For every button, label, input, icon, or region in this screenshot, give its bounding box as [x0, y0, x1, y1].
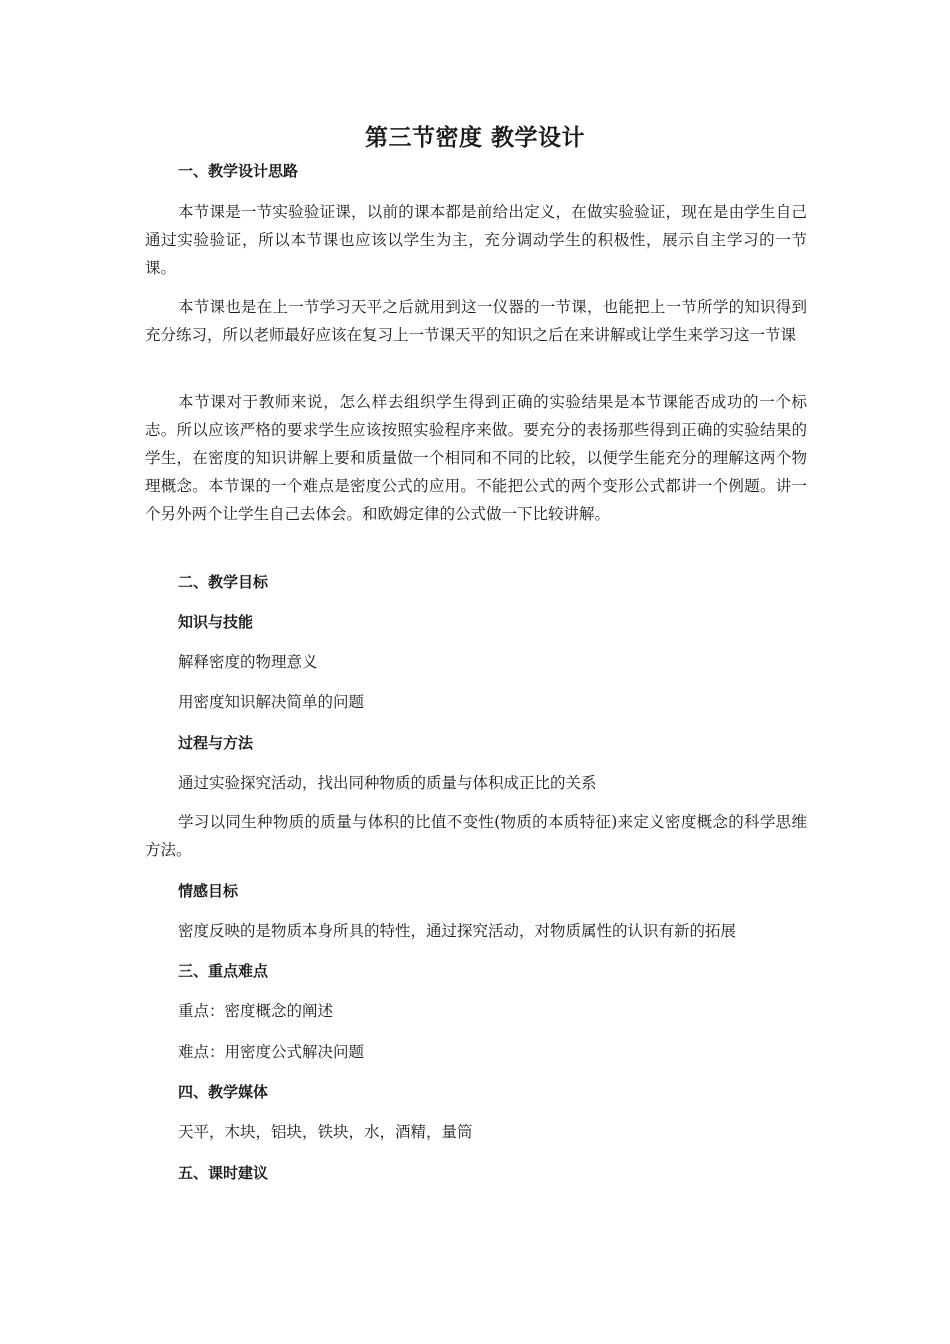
knowledge-item-1: 解释密度的物理意义 — [178, 653, 318, 671]
subheading-knowledge-skills: 知识与技能 — [178, 613, 254, 631]
design-idea-paragraph-3: 本节课对于教师来说，怎么样去组织学生得到正确的实验结果是本节课能否成功的一个标志。所以应该严格的要求学生应该按照实验程序来做。要充分的表扬那些得到正确的实验结果的学生，在密度的知识讲解上要和质量做一个相同和不同的比较，以便学生能充分的理解这两个物理概念。本节课的一个难点是密度公式的应用。不能把公式的两个变形公式都讲一个例题。讲一个另外两个让学生自己去体会。和欧姆定律的公式做一下比较讲解。 — [145, 393, 807, 523]
section-heading-class-hours: 五、课时建议 — [178, 1164, 269, 1182]
design-idea-paragraph-2: 本节课也是在上一节学习天平之后就用到这一仪器的一节课，也能把上一节所学的知识得到充分练习，所以老师最好应该在复习上一节课天平的知识之后在来讲解或让学生来学习这一节课 — [145, 298, 807, 344]
knowledge-item-2: 用密度知识解决简单的问题 — [178, 693, 365, 711]
section-heading-teaching-goals: 二、教学目标 — [178, 573, 269, 591]
difficulty-item: 难点：用密度公式解决问题 — [178, 1043, 365, 1061]
section-heading-key-points: 三、重点难点 — [178, 962, 269, 980]
design-idea-paragraph-1: 本节课是一节实验验证课，以前的课本都是前给出定义，在做实验验证，现在是由学生自己通过实验验证，所以本节课也应该以学生为主，充分调动学生的积极性，展示自主学习的一节课。 — [145, 203, 807, 277]
process-paragraph: 学习以同生种物质的质量与体积的比值不变性(物质的本质特征)来定义密度概念的科学思维方法。 — [145, 813, 807, 859]
key-point-item: 重点：密度概念的阐述 — [178, 1002, 334, 1020]
emotion-item-1: 密度反映的是物质本身所具的特性，通过探究活动，对物质属性的认识有新的拓展 — [178, 922, 737, 940]
document-title: 第三节密度 教学设计 — [364, 125, 585, 151]
subheading-process-methods: 过程与方法 — [178, 734, 254, 752]
teaching-media-list: 天平，木块，铝块，铁块，水，酒精，量筒 — [178, 1123, 473, 1141]
subheading-emotion-goals: 情感目标 — [178, 882, 239, 900]
section-heading-design-idea: 一、教学设计思路 — [178, 162, 299, 180]
section-heading-teaching-media: 四、教学媒体 — [178, 1083, 269, 1101]
process-item-1: 通过实验探究活动，找出同种物质的质量与体积成正比的关系 — [178, 774, 597, 792]
